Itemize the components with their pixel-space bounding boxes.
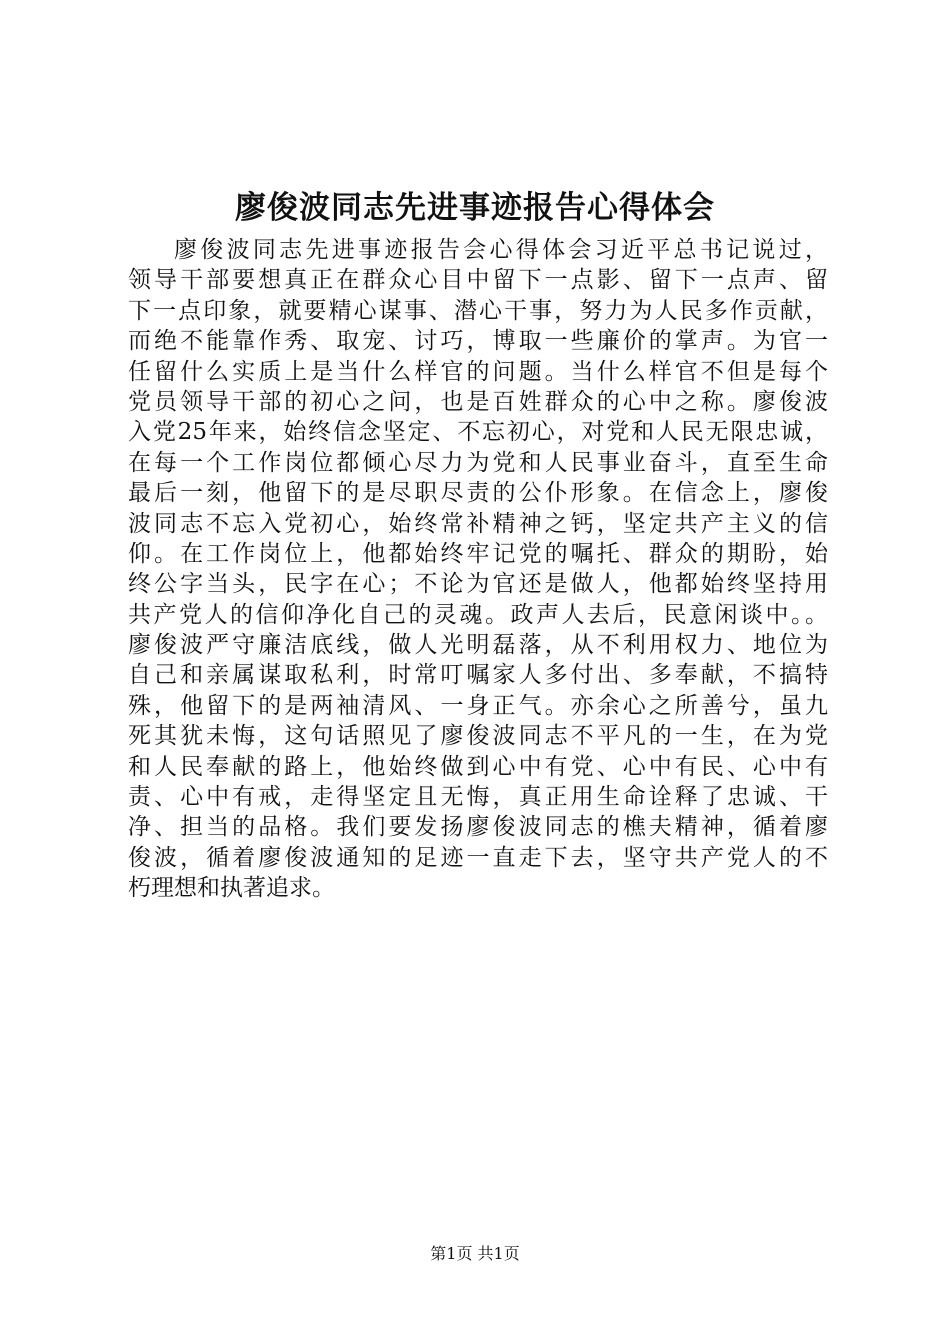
body-line: 俊波，循着廖俊波通知的足迹一直走下去，坚守共产党人的不 <box>128 844 828 871</box>
body-line: 党员领导干部的初心之问，也是百姓群众的心中之称。廖俊波 <box>128 388 828 415</box>
body-line: 仰。在工作岗位上，他都始终牢记党的嘱托、群众的期盼，始 <box>128 540 828 567</box>
body-line: 入党25年来，始终信念坚定、不忘初心，对党和人民无限忠诚， <box>128 419 828 446</box>
body-line: 在每一个工作岗位都倾心尽力为党和人民事业奋斗，直至生命 <box>128 449 828 476</box>
body-line: 波同志不忘入党初心，始终常补精神之钙，坚定共产主义的信 <box>128 510 828 537</box>
body-line: 任留什么实质上是当什么样官的问题。当什么样官不但是每个 <box>128 358 828 385</box>
body-line: 殊，他留下的是两袖清风、一身正气。亦余心之所善兮，虽九 <box>128 692 828 719</box>
body-line: 最后一刻，他留下的是尽职尽责的公仆形象。在信念上，廖俊 <box>128 480 828 507</box>
body-line: 共产党人的信仰净化自己的灵魂。政声人去后，民意闲谈中。。 <box>128 601 828 628</box>
body-line: 净、担当的品格。我们要发扬廖俊波同志的樵夫精神，循着廖 <box>128 814 828 841</box>
body-line: 下一点印象，就要精心谋事、潜心干事，努力为人民多作贡献， <box>128 297 828 324</box>
body-line: 廖俊波严守廉洁底线，做人光明磊落，从不利用权力、地位为 <box>128 632 828 659</box>
body-line: 朽理想和执著追求。 <box>128 875 335 902</box>
document-title: 廖俊波同志先进事迹报告心得体会 <box>235 190 715 226</box>
body-line: 死其犹未悔，这句话照见了廖俊波同志不平凡的一生，在为党 <box>128 723 828 750</box>
body-line: 和人民奉献的路上，他始终做到心中有党、心中有民、心中有 <box>128 753 828 780</box>
page-footer: 第1页 共1页 <box>430 1244 520 1263</box>
body-line: 领导干部要想真正在群众心目中留下一点影、留下一点声、留 <box>128 267 828 294</box>
body-line: 终公字当头，民字在心；不论为官还是做人，他都始终坚持用 <box>128 571 828 598</box>
body-line: 廖俊波同志先进事迹报告会心得体会习近平总书记说过， <box>174 237 828 263</box>
body-line: 而绝不能靠作秀、取宠、讨巧，博取一些廉价的掌声。为官一 <box>128 328 828 355</box>
body-line: 责、心中有戒，走得坚定且无悔，真正用生命诠释了忠诚、干 <box>128 784 828 811</box>
document-body <box>128 235 828 904</box>
body-line: 自己和亲属谋取私利，时常叮嘱家人多付出、多奉献，不搞特 <box>128 662 828 689</box>
